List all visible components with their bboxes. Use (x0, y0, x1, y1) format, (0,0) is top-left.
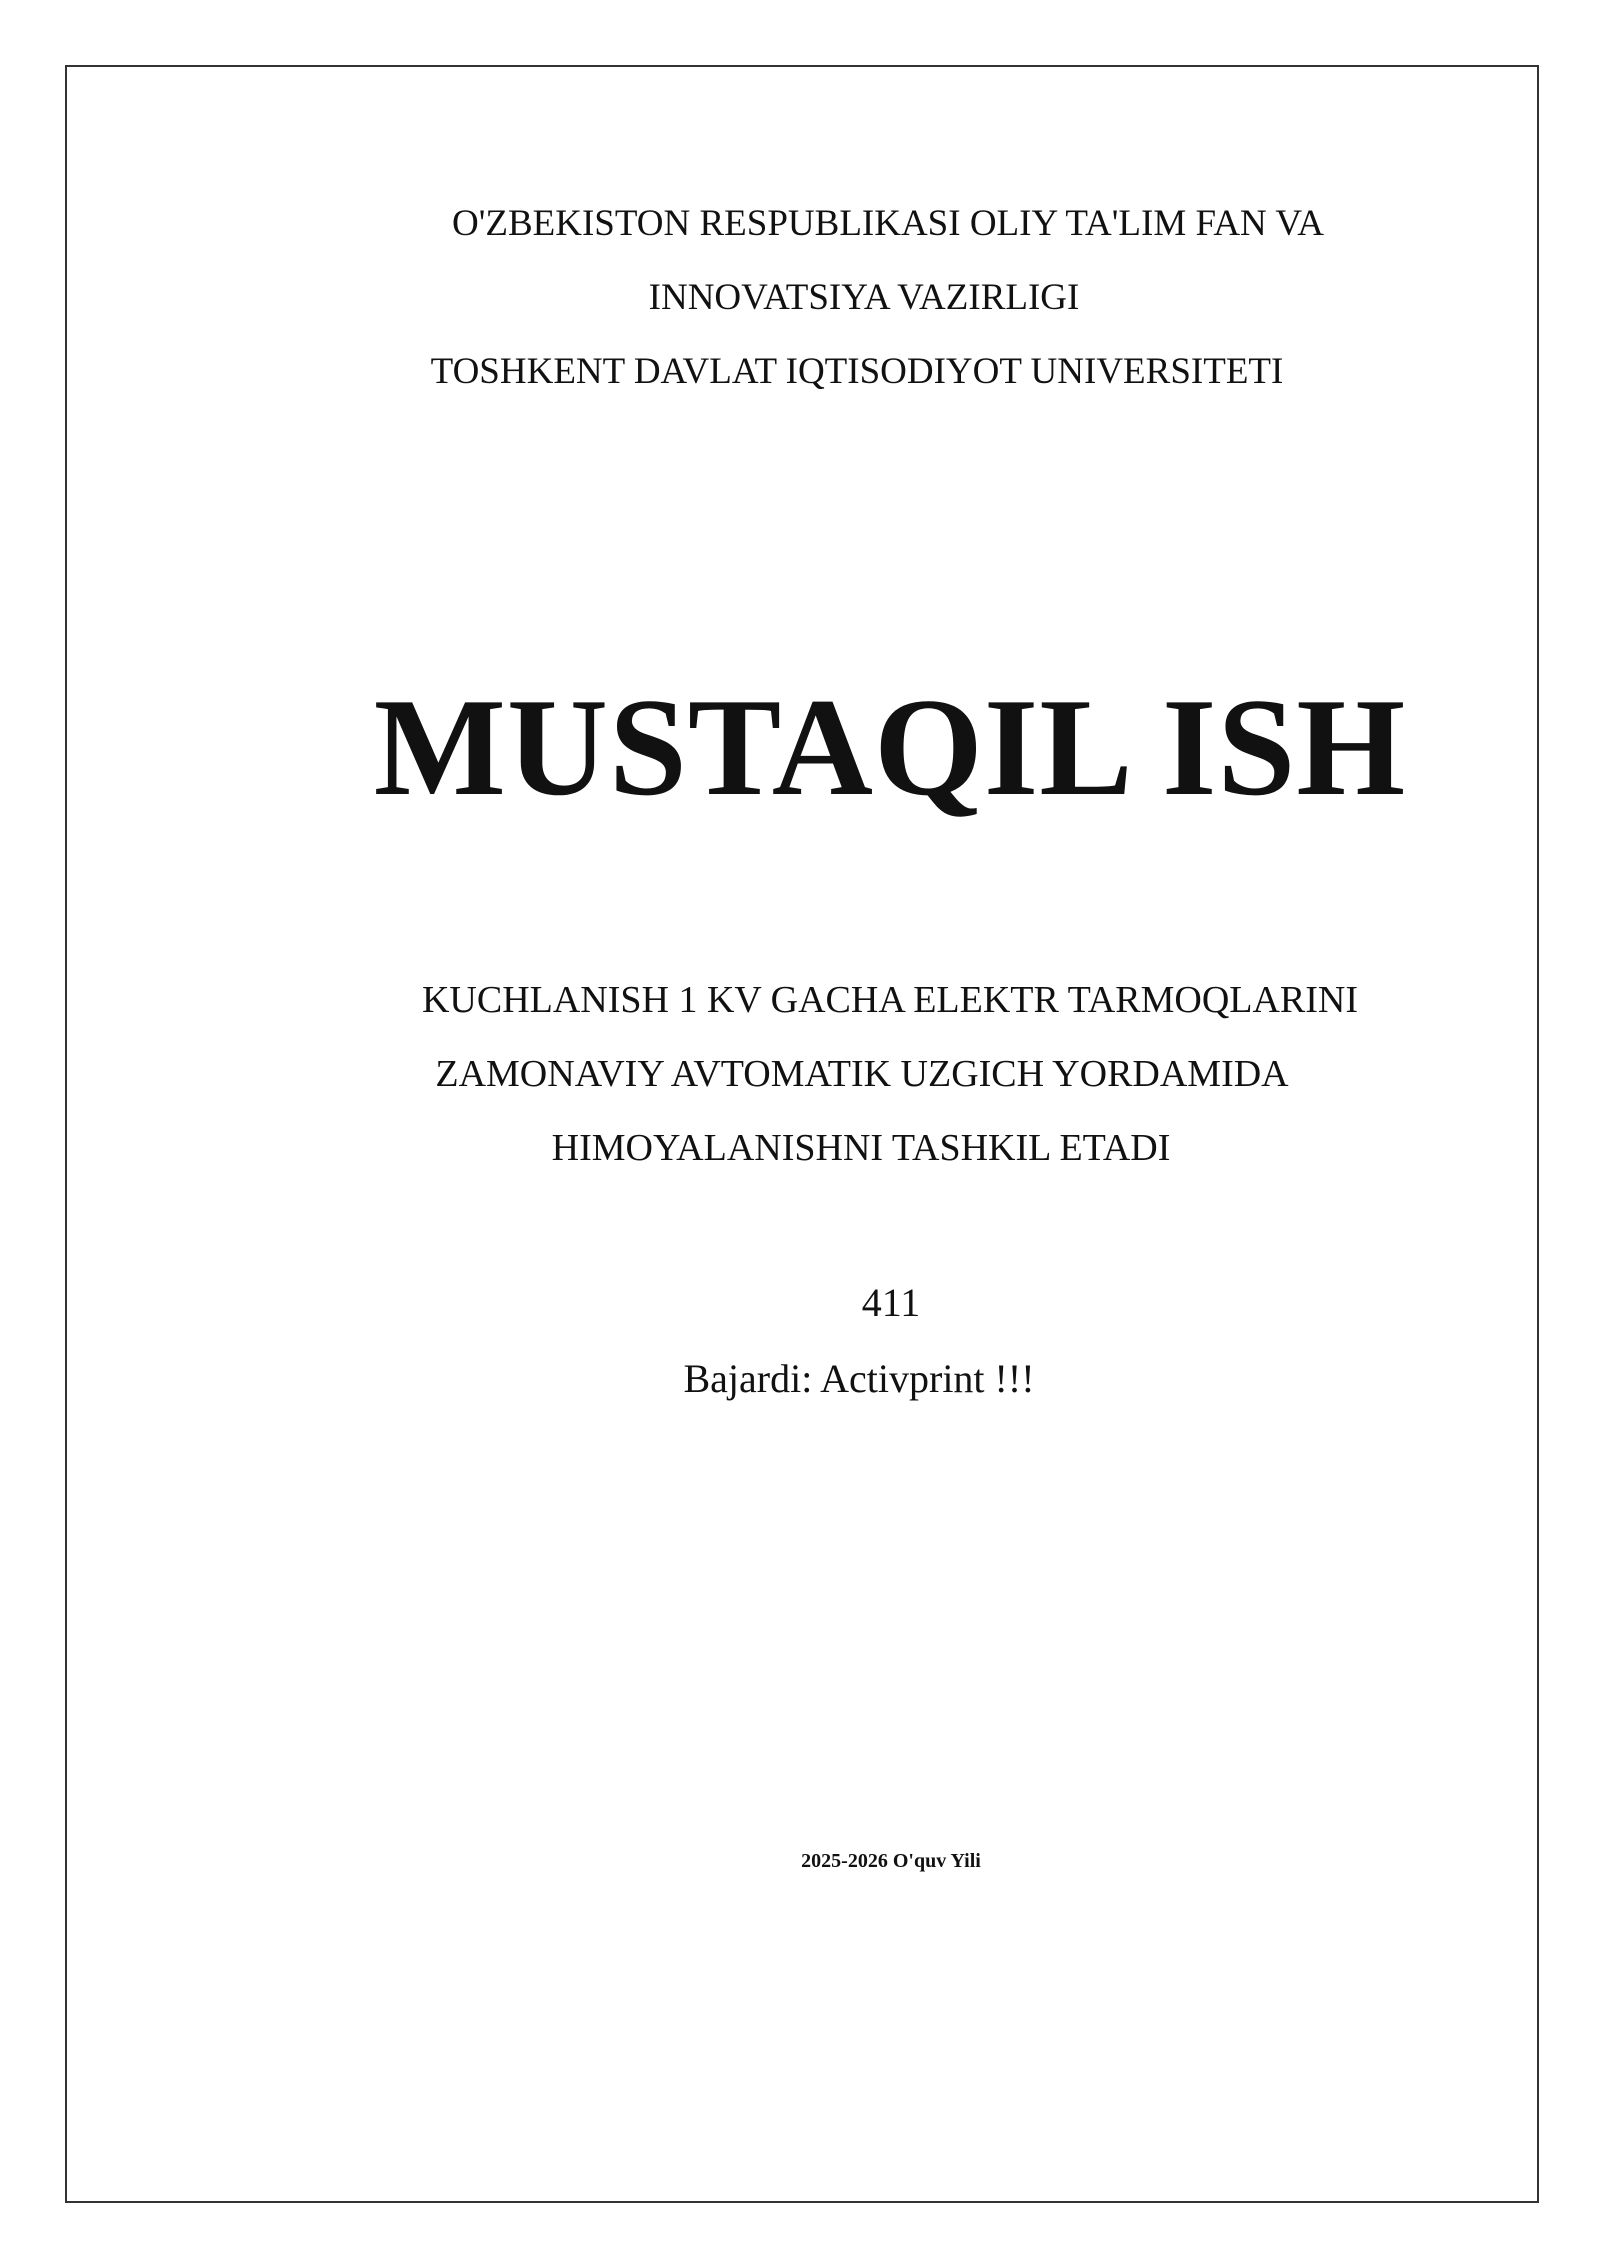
university-name: TOSHKENT DAVLAT IQTISODIYOT UNIVERSITETI (430, 351, 1284, 392)
document-title: MUSTAQIL ISH (373, 670, 1407, 825)
topic-line-2: ZAMONAVIY AVTOMATIK UZGICH YORDAMIDA (435, 1053, 1289, 1095)
ministry-line-1: O'ZBEKISTON RESPUBLIKASI OLIY TA'LIM FAN VA (451, 203, 1325, 244)
group-number: 411 (861, 1280, 921, 1325)
author-line: Bajardi: Activprint !!! (683, 1356, 1035, 1401)
topic-line-1: KUCHLANISH 1 KV GACHA ELEKTR TARMOQLARINI (421, 979, 1359, 1021)
academic-year: 2025-2026 O'quv Yili (801, 1850, 981, 1872)
topic-line-3: HIMOYALANISHNI TASHKIL ETADI (551, 1127, 1171, 1169)
ministry-line-2: INNOVATSIYA VAZIRLIGI (648, 277, 1080, 318)
